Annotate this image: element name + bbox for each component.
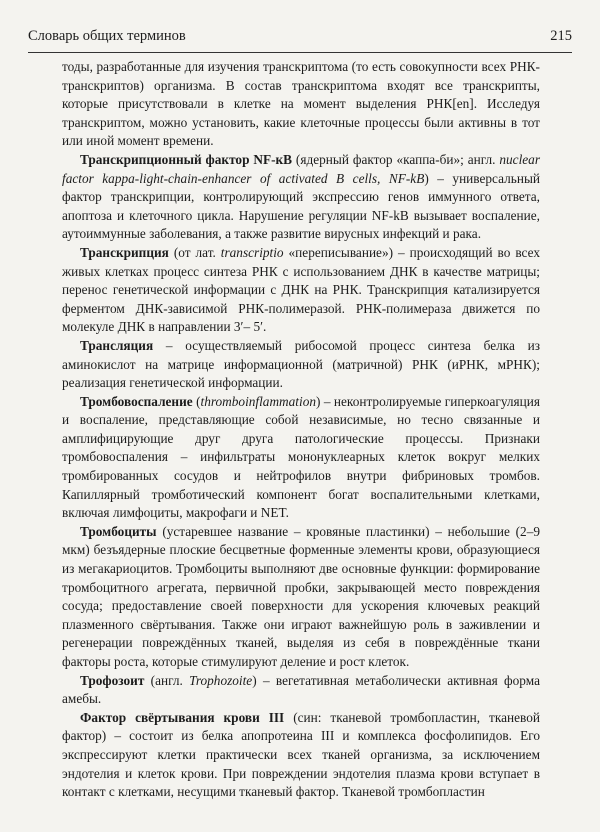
entry-text: ) – вегетативная метаболически активная форма амебы. [62,672,540,707]
italic-text: transcriptio [220,244,284,260]
entry-text: (син: тканевой тромбопластин, тканевой фактор) – состоит из белка апопротеина III и комплекса фосфолипидов. Его экспрессируют клетки практически всех тканей организма, за исключением эндотелия и клеток крови. При повреждении эндотелия плазма крови вступает в контакт с клетками, несущими тканевый фактор. Тканевой тромбопластин [62,709,540,800]
paragraph-continuation [62,58,540,151]
entry-term: Транскрипционный фактор NF-кB [80,151,293,167]
glossary-entry [62,244,540,337]
glossary-entry [62,393,540,523]
entry-text: (ядерный фактор «каппа-би»; англ. [292,151,500,167]
entry-text: – осуществляемый рибосомой процесс синтеза белка из аминокислот на матрице информационной (матричной) РНК (иРНК, мРНК); реализация генетической информации. [62,337,540,391]
entry-text: «переписывание») – происходящий во всех живых клетках процесс синтеза РНК с использованием ДНК в качестве матрицы; перенос генетической информации с ДНК на РНК. Транскрипция катализируется ферментом ДНК-зависимой РНК-полимеразой. РНК-полимераза движется по молекуле ДНК в направлении 3′– 5′. [62,244,540,335]
entry-term: Тромбоциты [80,523,157,539]
glossary-entry [62,523,540,672]
entry-text: (устаревшее название – кровяные пластинки) – небольшие (2–9 мкм) безъядерные плоские бесцветные форменные элементы крови, образующиеся из мегакариоцитов. Тромбоциты выполняют две основные функции: формирование тромбоцитного агрегата, первичной пробки, закрывающей место повреждения сосуда; предоставление своей поверхности для ускорения ключевых реакций плазменного свёртывания. Также они играют важнейшую роль в заживлении и регенерации повреждённых тканей, выделяя из себя в повреждённые ткани факторы роста, которые стимулируют деление и рост клеток. [62,523,540,669]
glossary-entry [62,709,540,802]
entry-text: (от лат. [168,244,221,260]
entry-text: тоды, разработанные для изучения транскриптома (то есть совокупности всех РНК-транскриптов) организма. В состав транскриптома входят все транскрипты, которые присутствовали в клетке на момент выделения РНК[en]. Исследуя транскриптом, можно установить, какие клеточные процессы были активны в тот или иной момент времени. [62,59,540,149]
glossary-entry [62,337,540,393]
entry-term: Тромбовоспаление [80,393,193,409]
header-rule [28,52,572,53]
entry-term: Фактор свёртывания крови III [80,709,285,725]
page-number: 215 [550,28,572,44]
entry-text: ) – универсальный фактор транскрипции, контролирующий экспрессию генов иммунного ответа, апоптоза и клеточного цикла. Нарушение регуляции NF-kB вызывает воспаление, аутоиммунные заболевания, а также развитие вирусных инфекций и рака. [62,170,540,242]
italic-text: thromboinflammation [200,393,316,409]
entry-text: ( [192,393,201,409]
italic-text: nuclear factor kappa-light-chain-enhancer of activated B cells, NF-kB [62,151,540,186]
glossary-entry [62,672,540,709]
entry-text: (англ. [144,672,190,688]
entry-term: Трофозоит [80,672,145,688]
page-body [62,58,540,802]
running-header [28,28,572,45]
entry-text: ) – неконтролируемые гиперкоагуляция и воспаление, представляющие собой независимые, но тесно связанные и амплифицирующие друг друга патологические процессы. Признаки тромбовоспаления – инфильтраты мононуклеарных клеток вокруг мелких тромбированных сосудов и нейтрофилов внутри фибриновых тромбов. Капиллярный тромботический компонент богат воспалительными клетками, включая лимфоциты, макрофаги и NET. [62,393,540,521]
entry-term: Трансляция [80,337,154,353]
glossary-entry [62,151,540,244]
entry-term: Транскрипция [80,244,169,260]
running-title: Словарь общих терминов [28,28,186,44]
italic-text: Trophozoite [189,672,253,688]
